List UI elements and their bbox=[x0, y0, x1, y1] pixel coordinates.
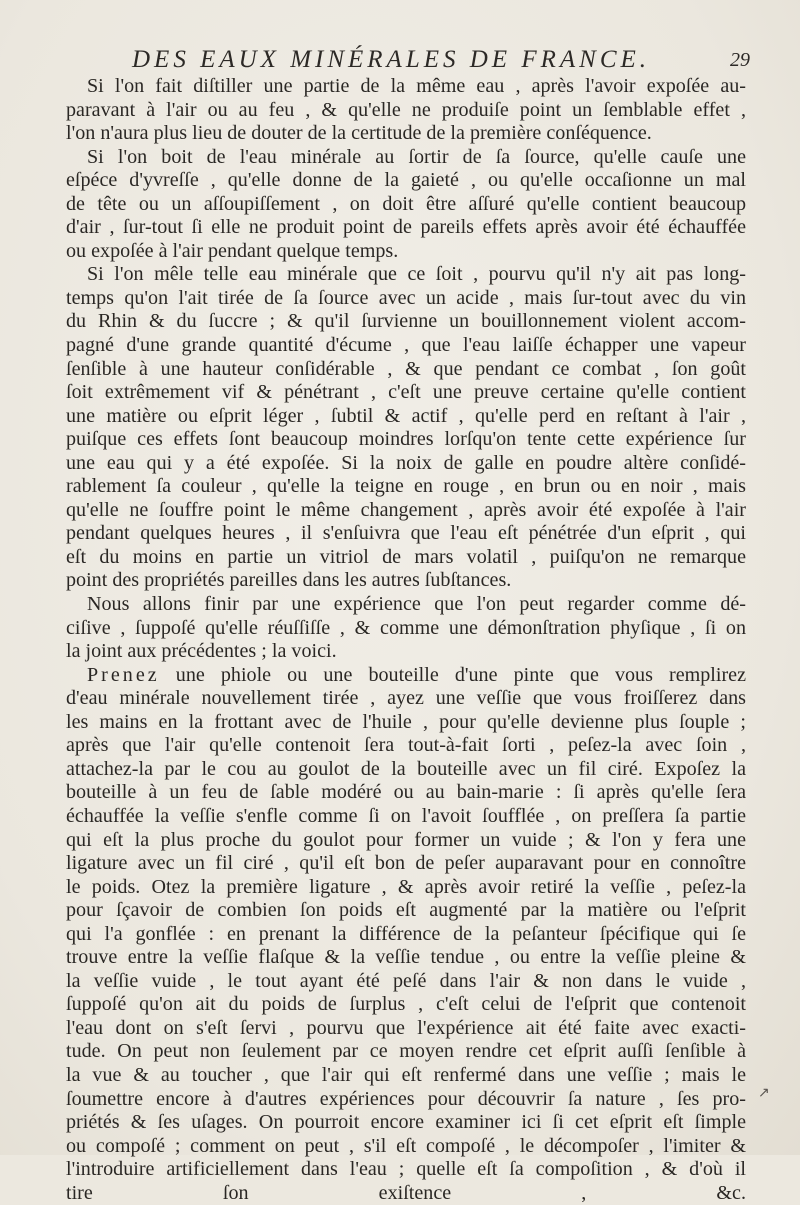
running-head bbox=[60, 46, 750, 76]
text-line: pagné d'une grande quantité d'écume , que l'eau laiſſe échapper une vapeur bbox=[66, 334, 746, 357]
text-line: une matière ou eſprit léger , ſubtil & actif , qu'elle perd en reſtant à l'air , bbox=[66, 404, 746, 427]
text-line: échauffée la veſſie s'enfle comme ſi on l'avoit ſoufflée , on preſſera ſa partie bbox=[66, 804, 746, 827]
text-line: du Rhin & du ſuccre ; & qu'il ſurvienne un bouillonnement violent accom- bbox=[66, 310, 746, 333]
text-line: qu'elle ne ſouffre point le même changement , après avoir été expoſée à l'air bbox=[66, 498, 746, 521]
small-caps-word: Prenez bbox=[87, 663, 160, 686]
text-line: la vue & au toucher , que l'air qui eſt renfermé dans une veſſie ; mais le bbox=[66, 1063, 746, 1086]
text-line: temps qu'on l'ait tirée de ſa ſource avec un acide , mais ſur-tout avec du vin bbox=[66, 286, 746, 309]
text-line: l'eau dont on s'eſt ſervi , pourvu que l'expérience ait été faite avec exacti- bbox=[66, 1016, 746, 1039]
text-line: point des propriétés pareilles dans les autres ſubſtances. bbox=[66, 569, 512, 592]
text-line: d'air , ſur-tout ſi elle ne produit point de pareils effets après avoir été échauffée bbox=[66, 216, 746, 239]
text-line: de tête ou un aſſoupiſſement , on doit être aſſuré qu'elle contient beaucoup bbox=[66, 192, 746, 215]
text-line-rest: une phiole ou une bouteille d'une pinte que vous remplirez bbox=[175, 663, 746, 686]
text-line: eſt du moins en partie un vitriol de mars volatil , puiſqu'on ne remarque bbox=[66, 545, 746, 568]
text-line: bouteille à un feu de ſable modéré ou au bain-marie : ſi après qu'elle ſera bbox=[66, 781, 746, 804]
text-line: pour ſçavoir de combien ſon poids eſt augmenté par la matière ou l'eſprit bbox=[66, 899, 746, 922]
text-line: après que l'air qu'elle contenoit ſera tout-à-fait ſorti , peſez-la avec ſoin , bbox=[66, 734, 746, 757]
text-line: les mains en la frottant avec de l'huile , pour qu'elle devienne plus ſouple ; bbox=[66, 710, 746, 733]
text-line: une eau qui y a été expoſée. Si la noix de galle en poudre altère conſidé- bbox=[66, 451, 746, 474]
text-line: trouve entre la veſſie flaſque & la veſſie tendue , ou entre la veſſie pleine & bbox=[66, 946, 746, 969]
text-line: attachez-la par le cou au goulot de la bouteille avec un fil ciré. Expoſez la bbox=[66, 757, 746, 780]
text-line: pendant quelques heures , il s'enſuivra que l'eau eſt pénétrée d'un eſprit , qui bbox=[66, 522, 746, 545]
text-line: eſpéce d'yvreſſe , qu'elle donne de la gaieté , ou qu'elle occaſionne un mal bbox=[66, 169, 746, 192]
text-line: d'eau minérale nouvellement tirée , ayez une veſſie que vous froiſſerez dans bbox=[66, 687, 746, 710]
text-line: ou compoſé ; comment on peut , s'il eſt compoſé , le décompoſer , l'imiter & bbox=[66, 1134, 746, 1157]
text-line: ſoit extrêmement vif & pénétrant , c'eſt une preuve certaine qu'elle contient bbox=[66, 381, 746, 404]
text-line: tire ſon exiſtence , &c. bbox=[66, 1181, 746, 1204]
text-line: Si l'on mêle telle eau minérale que ce ſoit , pourvu qu'il n'y ait pas long- bbox=[87, 263, 746, 286]
text-line: le poids. Otez la première ligature , & après avoir retiré la veſſie , peſez-la bbox=[66, 875, 746, 898]
text-line: qui l'a gonflée : en prenant la différence de la peſanteur ſpécifique qui ſe bbox=[66, 922, 746, 945]
text-line: tude. On peut non ſeulement par ce moyen rendre cet eſprit auſſi ſenſible à bbox=[66, 1040, 746, 1063]
text-line: ligature avec un fil ciré , qu'il eſt bon de peſer auparavant pour en connoître bbox=[66, 852, 746, 875]
text-line: Si l'on boit de l'eau minérale au ſortir de ſa ſource, qu'elle cauſe une bbox=[87, 145, 746, 168]
text-line: ou expoſée à l'air pendant quelque temps. bbox=[66, 239, 399, 262]
running-title: DES EAUX MINÉRALES DE FRANCE. bbox=[132, 46, 651, 73]
text-line: rablement ſa couleur , qu'elle la teigne en rouge , en brun ou en noir , mais bbox=[66, 475, 746, 498]
margin-pencil-mark: ↗ bbox=[758, 1086, 770, 1101]
text-line: Nous allons finir par une expérience que l'on peut regarder comme dé- bbox=[87, 593, 746, 616]
text-line: l'introduire artificiellement dans l'eau ; quelle eſt ſa compoſition , & d'où il bbox=[66, 1158, 746, 1181]
page-number: 29 bbox=[730, 49, 750, 71]
text-line: qui eſt la plus proche du goulot pour former un vuide ; & l'on y fera une bbox=[66, 828, 746, 851]
text-line: ciſive , ſuppoſé qu'elle réuſſiſſe , & comme une démonſtration phyſique , ſi on bbox=[66, 616, 746, 639]
text-line: l'on n'aura plus lieu de douter de la certitude de la première conſéquence. bbox=[66, 122, 652, 145]
text-line: ſoumettre encore à d'autres expériences pour découvrir ſa nature , ſes pro- bbox=[66, 1087, 746, 1110]
text-line: la joint aux précédentes ; la voici. bbox=[66, 640, 337, 663]
text-line bbox=[66, 664, 746, 688]
text-line: ſenſible à une hauteur conſidérable , & que pendant ce combat , ſon goût bbox=[66, 357, 746, 380]
text-line: la veſſie vuide , le tout ayant été peſé dans l'air & non dans le vuide , bbox=[66, 969, 746, 992]
text-line: ſuppoſé qu'on ait du poids de ſurplus , c'eſt celui de l'eſprit que contenoit bbox=[66, 993, 746, 1016]
body-text bbox=[66, 75, 746, 1205]
text-line: priétés & ſes uſages. On pourroit encore examiner ici ſi cet eſprit eſt ſimple bbox=[66, 1111, 746, 1134]
text-line: paravant à l'air ou au feu , & qu'elle ne produiſe point un ſemblable effet , bbox=[66, 98, 746, 121]
text-line: Si l'on fait diſtiller une partie de la même eau , après l'avoir expoſée au- bbox=[87, 75, 746, 97]
text-line: puiſque ces effets ſont beaucoup moindres lorſqu'on tente cette expérience ſur bbox=[66, 428, 746, 451]
